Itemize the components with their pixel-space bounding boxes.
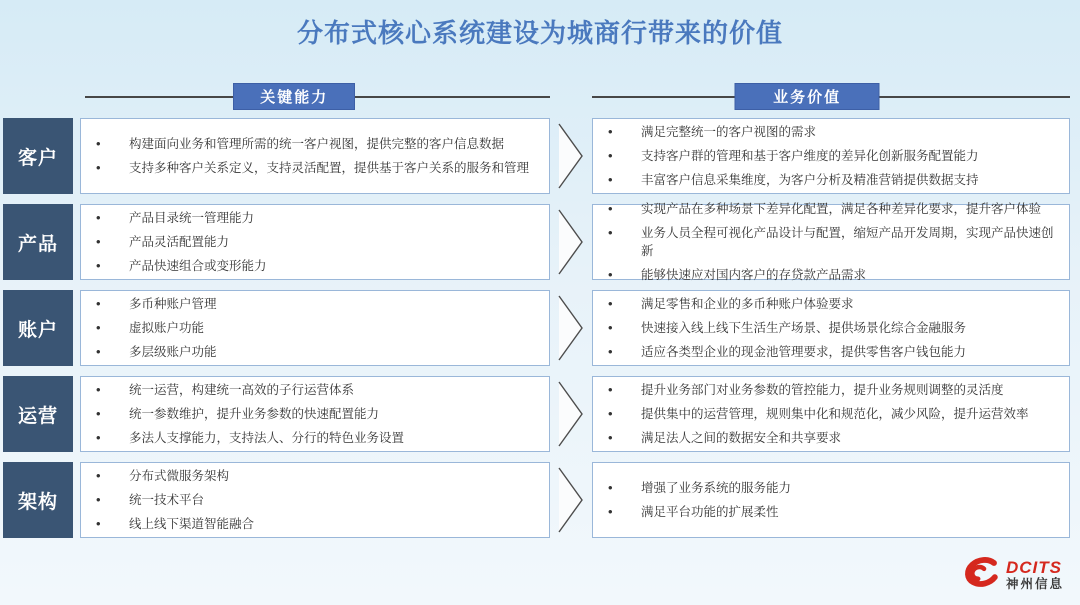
bullet-icon: •: [96, 492, 101, 507]
bullet-item: [93, 209, 543, 227]
logo-text: [1006, 559, 1064, 591]
bullet-text: 提升业务部门对业务参数的管控能力，提升业务规则调整的灵活度: [641, 383, 1004, 397]
chevron-right-icon: [550, 290, 592, 366]
chevron-right-icon: [550, 376, 592, 452]
bullet-item: [605, 405, 1063, 423]
bullet-item: [605, 171, 1063, 189]
bullet-icon: •: [608, 430, 613, 445]
bullet-item: [605, 123, 1063, 141]
bullet-item: [605, 343, 1063, 361]
capabilities-box: [80, 204, 550, 280]
bullet-icon: •: [96, 210, 101, 225]
row-label: 客户: [3, 118, 73, 194]
bullet-text: 满足零售和企业的多币种账户体验要求: [641, 297, 854, 311]
bullet-text: 支持多种客户关系定义，支持灵活配置，提供基于客户关系的服务和管理: [129, 161, 530, 175]
table-row: [3, 201, 1075, 282]
bullet-item: [605, 381, 1063, 399]
bullet-icon: •: [608, 124, 613, 139]
bullet-icon: •: [608, 504, 613, 519]
bullet-item: [93, 159, 543, 177]
bullet-text: 提供集中的运营管理，规则集中化和规范化，减少风险，提升运营效率: [641, 407, 1029, 421]
bullet-text: 产品目录统一管理能力: [129, 211, 255, 225]
bullet-item: [93, 233, 543, 251]
business-values-box: [592, 201, 1070, 282]
capabilities-box: [80, 290, 550, 366]
table-row: [3, 118, 1075, 194]
capabilities-header-zone: [85, 83, 550, 110]
bullet-icon: •: [608, 172, 613, 187]
business-values-list: [593, 463, 1069, 537]
bullet-icon: •: [96, 136, 101, 151]
bullet-item: [93, 467, 543, 485]
bullet-item: [93, 429, 543, 447]
business-values-box: [592, 376, 1070, 452]
bullet-icon: •: [96, 344, 101, 359]
business-values-list: [593, 377, 1069, 451]
logo-brand: DCITS: [1005, 558, 1062, 578]
chevron-right-icon: [550, 462, 592, 538]
bullet-item: [93, 295, 543, 313]
bullet-icon: •: [96, 258, 101, 273]
bullet-item: [605, 147, 1063, 165]
business-values-list: [593, 119, 1069, 193]
business-value-header: 业务价值: [735, 83, 880, 110]
dcits-logo-icon: [959, 554, 999, 597]
bullet-item: [93, 319, 543, 337]
capabilities-list: [81, 291, 549, 365]
bullet-item: [605, 266, 1063, 284]
bullet-icon: •: [608, 267, 613, 282]
bullet-text: 产品灵活配置能力: [129, 235, 230, 249]
row-label: 运营: [3, 376, 73, 452]
bullet-text: 多币种账户管理: [129, 297, 217, 311]
bullet-text: 构建面向业务和管理所需的统一客户视图，提供完整的客户信息数据: [129, 137, 505, 151]
bullet-item: [93, 405, 543, 423]
bullet-icon: •: [608, 406, 613, 421]
bullet-text: 支持客户群的管理和基于客户维度的差异化创新服务配置能力: [641, 149, 979, 163]
bullet-text: 满足完整统一的客户视图的需求: [641, 125, 817, 139]
bullet-icon: •: [96, 320, 101, 335]
capabilities-list: [81, 377, 549, 451]
bullet-icon: •: [608, 480, 613, 495]
table-row: [3, 462, 1075, 538]
bullet-item: [93, 515, 543, 533]
chevron-right-icon: [550, 118, 592, 194]
capabilities-list: [81, 119, 549, 193]
logo-company: 神州信息: [1005, 576, 1064, 591]
bullet-item: [605, 224, 1063, 260]
bullet-text: 统一技术平台: [129, 493, 205, 507]
bullet-icon: •: [608, 148, 613, 163]
capabilities-box: [80, 462, 550, 538]
capabilities-list: [81, 463, 549, 537]
business-value-header-zone: [592, 83, 1070, 110]
bullet-text: 虚拟账户功能: [129, 321, 205, 335]
bullet-text: 业务人员全程可视化产品设计与配置，缩短产品开发周期，实现产品快速创新: [641, 226, 1054, 258]
bullet-text: 多法人支撑能力，支持法人、分行的特色业务设置: [129, 431, 405, 445]
page-title: 分布式核心系统建设为城商行带来的价值: [296, 18, 783, 48]
row-label: 架构: [3, 462, 73, 538]
bullet-icon: •: [96, 516, 101, 531]
bullet-text: 增强了业务系统的服务能力: [641, 481, 792, 495]
bullet-icon: •: [96, 406, 101, 421]
bullet-item: [93, 257, 543, 275]
capabilities-box: [80, 118, 550, 194]
bullet-icon: •: [96, 382, 101, 397]
bullet-icon: •: [96, 160, 101, 175]
bullet-item: [605, 479, 1063, 497]
bullet-text: 能够快速应对国内客户的存贷款产品需求: [641, 268, 867, 282]
bullet-text: 快速接入线上线下生活生产场景、提供场景化综合金融服务: [641, 321, 967, 335]
bullet-text: 线上线下渠道智能融合: [129, 517, 255, 531]
bullet-item: [93, 491, 543, 509]
table-row: [3, 376, 1075, 452]
header-band: [0, 83, 1080, 110]
bullet-text: 产品快速组合或变形能力: [129, 259, 267, 273]
bullet-item: [605, 319, 1063, 337]
bullet-icon: •: [608, 296, 613, 311]
bullet-icon: •: [96, 468, 101, 483]
bullet-text: 满足平台功能的扩展柔性: [641, 505, 779, 519]
bullet-item: [605, 429, 1063, 447]
chevron-right-icon: [550, 204, 592, 280]
bullet-text: 统一运营，构建统一高效的子行运营体系: [129, 383, 355, 397]
bullet-text: 适应各类型企业的现金池管理要求，提供零售客户钱包能力: [641, 345, 967, 359]
dcits-logo: [959, 554, 1064, 597]
bullet-icon: •: [608, 201, 613, 216]
bullet-text: 满足法人之间的数据安全和共享要求: [641, 431, 842, 445]
bullet-item: [605, 295, 1063, 313]
bullet-item: [93, 135, 543, 153]
bullet-icon: •: [608, 225, 613, 240]
bullet-icon: •: [608, 320, 613, 335]
bullet-text: 分布式微服务架构: [129, 469, 230, 483]
bullet-text: 丰富客户信息采集维度，为客户分析及精准营销提供数据支持: [641, 173, 979, 187]
bullet-item: [605, 200, 1063, 218]
business-values-list: [593, 291, 1069, 365]
rows-container: [3, 118, 1075, 548]
bullet-text: 统一参数维护，提升业务参数的快速配置能力: [129, 407, 380, 421]
bullet-icon: •: [608, 382, 613, 397]
capabilities-box: [80, 376, 550, 452]
table-row: [3, 290, 1075, 366]
bullet-text: 多层级账户功能: [129, 345, 217, 359]
bullet-item: [93, 343, 543, 361]
bullet-icon: •: [608, 344, 613, 359]
bullet-icon: •: [96, 234, 101, 249]
row-label: 产品: [3, 204, 73, 280]
bullet-text: 实现产品在多种场景下差异化配置，满足各种差异化要求，提升客户体验: [641, 202, 1042, 216]
business-values-box: [592, 118, 1070, 194]
business-values-list: [593, 201, 1069, 282]
row-label: 账户: [3, 290, 73, 366]
bullet-icon: •: [96, 430, 101, 445]
business-values-box: [592, 290, 1070, 366]
business-values-box: [592, 462, 1070, 538]
capabilities-header: 关键能力: [233, 83, 355, 110]
bullet-item: [93, 381, 543, 399]
bullet-icon: •: [96, 296, 101, 311]
bullet-item: [605, 503, 1063, 521]
capabilities-list: [81, 205, 549, 279]
